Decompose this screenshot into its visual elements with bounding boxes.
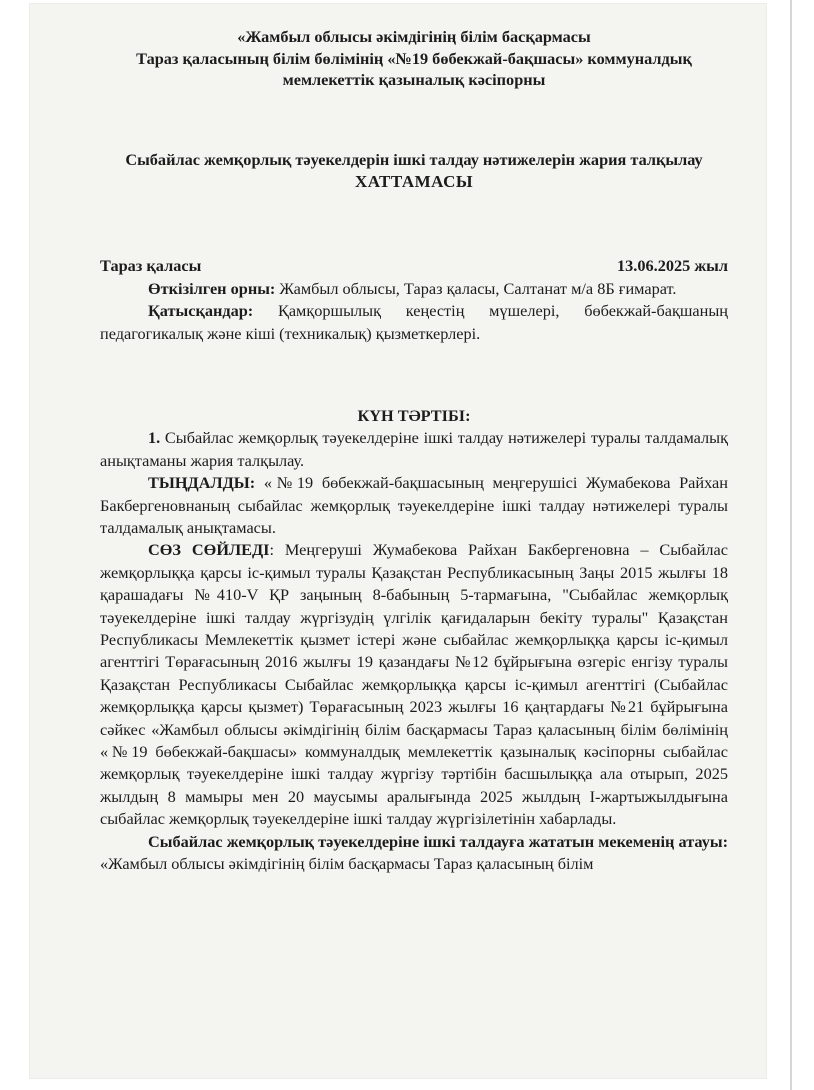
institution-label: Сыбайлас жемқорлық тәуекелдеріне ішкі талдауға жататын мекеменің атауы: [148,831,728,851]
document-title: ХАТТАМАСЫ [354,171,474,191]
heard-paragraph [100,472,728,539]
heard-label: ТЫҢДАЛДЫ: [148,473,256,493]
participants-text: Қамқоршылық кеңестің мүшелері, бөбекжай-бақшаның педагогикалық және кіші (техникалық) қызметкерлері. [100,301,728,343]
place-label: Өткізілген орны: [148,278,276,298]
header-line-2: Тараз қаласының білім бөлімінің «№19 бөбекжай-бақшасы» коммуналдық [136,48,692,68]
heard-text: «№19 бөбекжай-бақшасының меңгерушісі Жумабекова Райхан Бакбергеновнаның сыбайлас жемқорлық тәуекелдеріне ішкі талдау нәтижелері туралы талдамалық анықтамасы. [100,473,728,537]
participants-paragraph [100,300,728,345]
page-edge-divider [790,0,792,1090]
speech-label: СӨЗ СӨЙЛЕДІ [148,540,270,560]
agenda-heading: КҮН ТӘРТІБІ: [357,405,471,425]
place-text: Жамбыл облысы, Тараз қаласы, Салтанат м/а 8Б ғимарат. [275,278,677,298]
institution-paragraph [100,831,728,876]
participants-label: Қатысқандар: [148,301,254,321]
document-subtitle: Сыбайлас жемқорлық тәуекелдерін ішкі талдау нәтижелерін жария талқылау [125,149,703,169]
city-date-row [100,255,728,277]
speech-text: : Меңгеруші Жумабекова Райхан Бакбергеновна – Сыбайлас жемқорлыққа қарсы іс-қимыл туралы Қазақстан Республикасының Заңы 2015 жылғы 18 қарашадағы №410-V ҚР заңының 8-бабының 5-тармағына, "Сыбайлас жемқорлық тәуекелдеріне ішкі талдау жүргізудің үлгілік қағидаларын бекіту туралы" Қазақстан Республикасы Мемлекеттік қызмет істері және сыбайлас жемқорлыққа қарсы іс-қимыл агенттігі Төрағасының 2016 жылғы 19 қазандағы №12 бұйрығына өзгеріс енгізу туралы Қазақстан Республикасы Сыбайлас жемқорлыққа қарсы іс-қимыл агенттігі (Сыбайлас жемқорлыққа қарсы қызмет) Төрағасының 2023 жылғы 16 қаңтардағы №21 бұйрығына сәйкес «Жамбыл облысы әкімдігінің білім басқармасы Тараз қаласының білім бөлімінің «№19 бөбекжай-бақшасы» коммуналдық мемлекеттік қазыналық кәсіпорны сыбайлас жемқорлық тәуекелдеріне ішкі талдау жүргізу тәртібін басшылыққа ала отырып, 2025 жылдың 8 мамыры мен 20 маусымы аралығында 2025 жылдың І-жартыжылдығына сыбайлас жемқорлық тәуекелдеріне ішкі талдау жүргізілетінін хабарлады. [100,540,728,829]
place-paragraph [100,278,728,300]
document-date: 13.06.2025 жыл [617,256,728,276]
agenda-item-text: Сыбайлас жемқорлық тәуекелдеріне ішкі талдау нәтижелері туралы талдамалық анықтаманы жария талқылау. [100,428,728,470]
document-body [100,26,728,875]
speech-paragraph [100,539,728,830]
document-page [30,4,766,1078]
organization-header [100,26,728,91]
agenda-item [100,427,728,472]
city-name: Тараз қаласы [100,256,202,276]
header-line-1: «Жамбыл облысы әкімдігінің білім басқармасы [237,27,591,46]
agenda-item-number: 1. [148,428,161,448]
header-line-3: мемлекеттік қазыналық кәсіпорны [282,70,546,89]
institution-text: «Жамбыл облысы әкімдігінің білім басқармасы Тараз қаласының білім [100,854,594,874]
